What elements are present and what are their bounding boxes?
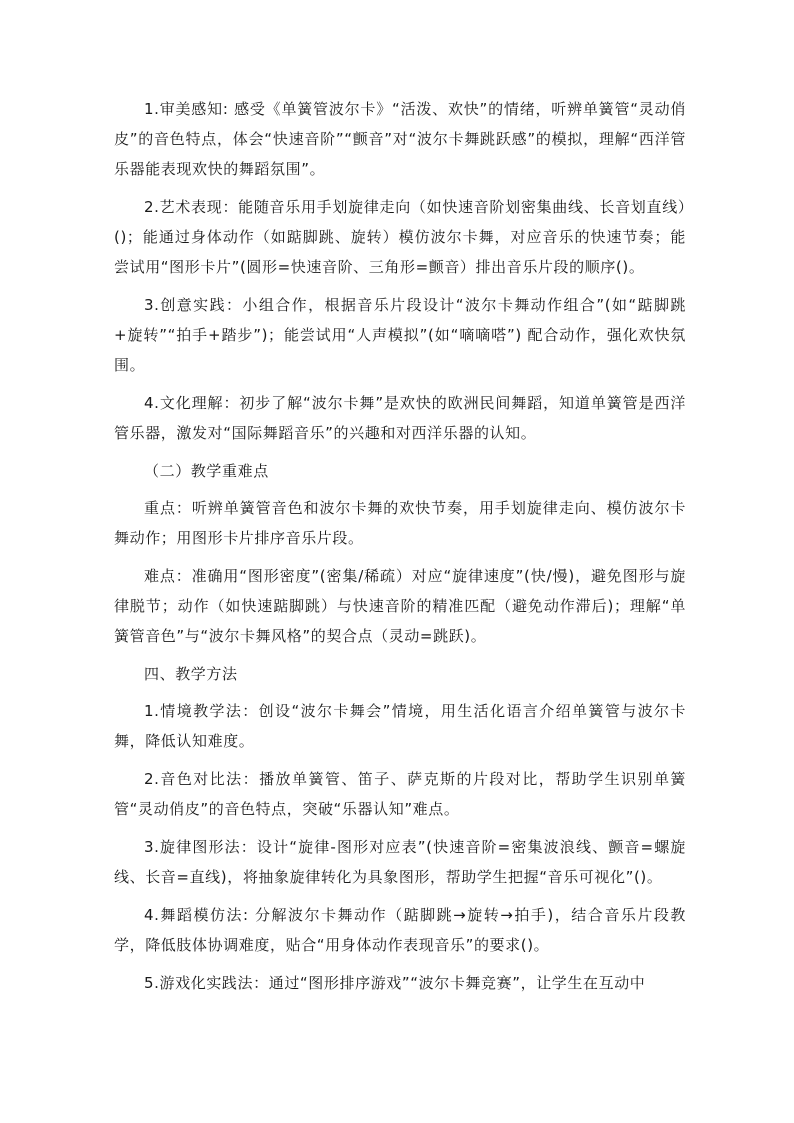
method-number: 5.	[144, 974, 160, 992]
objective-text: 创意实践：小组合作，根据音乐片段设计“波尔卡舞动作组合”(如“踮脚跳+旋转”“拍手+踏步”)；能尝试用“人声模拟”(如“嘀嘀嗒”) 配合动作，强化欢快氛围。	[114, 296, 686, 374]
objective-text: 艺术表现：能随音乐用手划旋律走向（如快速音阶划密集曲线、长音划直线）()；能通过身体动作（如踮脚跳、旋转）模仿波尔卡舞，对应音乐的快速节奏；能尝试用“图形卡片”(圆形=快速音阶、三角形=颤音）排出音乐片段的顺序()。	[114, 198, 686, 276]
method-item	[114, 764, 686, 824]
objective-text: 文化理解：初步了解“波尔卡舞”是欢快的欧洲民间舞蹈，知道单簧管是西洋管乐器，激发对“国际舞蹈音乐”的兴趣和对西洋乐器的认知。	[114, 394, 686, 442]
method-number: 1.	[144, 702, 160, 720]
objective-culture	[114, 388, 686, 448]
difficulty-paragraph: 难点：准确用“图形密度”(密集/稀疏）对应“旋律速度”(快/慢)，避免图形与旋律脱节；动作（如快速踮脚跳）与快速音阶的精准匹配（避免动作滞后)；理解“单簧管音色”与“波尔卡舞风格”的契合点（灵动=跳跃)。	[114, 567, 686, 645]
method-number: 3.	[144, 838, 160, 856]
method-text: 游戏化实践法：通过“图形排序游戏”“波尔卡舞竞赛”，让学生在互动中	[159, 974, 646, 992]
objective-aesthetic	[114, 94, 686, 184]
objective-expression	[114, 192, 686, 282]
objective-number: 1.	[144, 100, 160, 118]
method-number: 4.	[144, 906, 160, 924]
method-item	[114, 696, 686, 756]
objective-text: 审美感知: 感受《单簧管波尔卡》“活泼、欢快”的情绪，听辨单簧管“灵动俏皮”的音色特点，体会“快速音阶”“颤音”对“波尔卡舞跳跃感”的模拟，理解“西洋管乐器能表现欢快的舞蹈氛围”。	[114, 100, 686, 178]
method-text: 舞蹈模仿法: 分解波尔卡舞动作（踮脚跳→旋转→拍手)，结合音乐片段教学，降低肢体协调难度，贴合“用身体动作表现音乐”的要求()。	[114, 906, 686, 954]
section-heading-key-points: （二）教学重难点	[144, 462, 269, 480]
method-item	[114, 900, 686, 960]
objective-number: 3.	[144, 296, 160, 314]
method-text: 情境教学法：创设“波尔卡舞会”情境，用生活化语言介绍单簧管与波尔卡舞，降低认知难度。	[114, 702, 686, 750]
key-point-paragraph: 重点：听辨单簧管音色和波尔卡舞的欢快节奏，用手划旋律走向、模仿波尔卡舞动作；用图形卡片排序音乐片段。	[114, 499, 686, 547]
objective-number: 2.	[144, 198, 160, 216]
section-heading-methods: 四、教学方法	[144, 665, 238, 683]
method-number: 2.	[144, 770, 160, 788]
method-item	[114, 968, 686, 998]
method-item	[114, 832, 686, 892]
method-text: 音色对比法：播放单簧管、笛子、萨克斯的片段对比，帮助学生识别单簧管“灵动俏皮”的音色特点，突破“乐器认知”难点。	[114, 770, 686, 818]
objective-creativity	[114, 290, 686, 380]
document-page	[114, 94, 686, 1006]
objective-number: 4.	[144, 394, 160, 412]
method-text: 旋律图形法：设计“旋律-图形对应表”(快速音阶=密集波浪线、颤音=螺旋线、长音=直线)，将抽象旋律转化为具象图形，帮助学生把握“音乐可视化”()。	[114, 838, 686, 886]
